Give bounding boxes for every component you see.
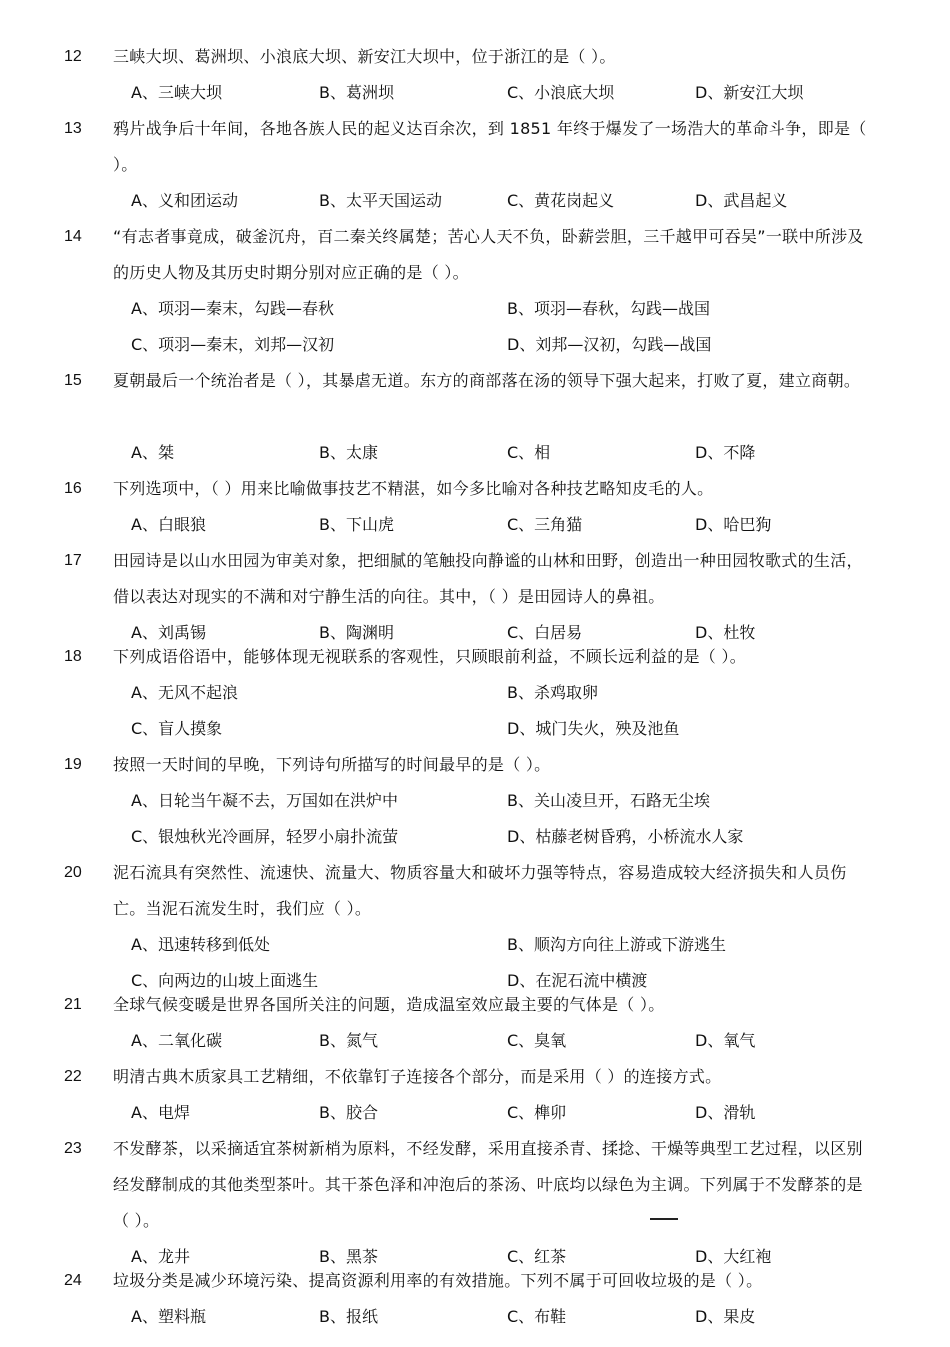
- option-b[interactable]: B、关山凌旦开，石路无尘埃: [507, 791, 710, 810]
- question-number: 14: [64, 228, 82, 245]
- option-a[interactable]: A、义和团运动: [131, 191, 238, 210]
- option-c[interactable]: C、三角猫: [507, 515, 583, 534]
- option-b[interactable]: B、葛洲坝: [319, 83, 394, 102]
- question-stem: 田园诗是以山水田园为审美对象，把细腻的笔触投向静谧的山林和田野，创造出一种田园牧歌式的生活，借以表达对现实的不满和对宁静生活的向往。其中，（ ）是田园诗人的鼻祖。: [113, 551, 863, 606]
- option-d[interactable]: D、不降: [695, 443, 756, 462]
- option-d[interactable]: D、刘邦—汉初，勾践—战国: [507, 335, 712, 354]
- option-c[interactable]: C、项羽—秦末，刘邦—汉初: [131, 335, 335, 354]
- option-c[interactable]: C、榫卯: [507, 1103, 567, 1122]
- option-b[interactable]: B、项羽—春秋，勾践—战国: [507, 299, 710, 318]
- question-number: 15: [64, 372, 82, 389]
- option-c[interactable]: C、白居易: [507, 623, 583, 642]
- option-d[interactable]: D、滑轨: [695, 1103, 756, 1122]
- option-c[interactable]: C、银烛秋光冷画屏，轻罗小扇扑流萤: [131, 827, 399, 846]
- question-stem: 不发酵茶，以采摘适宜茶树新梢为原料，不经发酵，采用直接杀青、揉捻、干燥等典型工艺过程，以区别经发酵制成的其他类型茶叶。其干茶色泽和冲泡后的茶汤、叶底均以绿色为主调。下列属于不发酵茶的是（ ）。: [113, 1139, 863, 1230]
- option-a[interactable]: A、刘禹锡: [131, 623, 206, 642]
- option-c[interactable]: C、布鞋: [507, 1307, 567, 1326]
- question-stem: 垃圾分类是减少环境污染、提高资源利用率的有效措施。下列不属于可回收垃圾的是（ ）。: [113, 1271, 763, 1290]
- question-number: 13: [64, 120, 82, 137]
- option-c[interactable]: C、小浪底大坝: [507, 83, 615, 102]
- question-stem: 鸦片战争后十年间，各地各族人民的起义达百余次，到 1851 年终于爆发了一场浩大的革命斗争，即是（ ）。: [113, 119, 867, 174]
- option-d[interactable]: D、新安江大坝: [695, 83, 804, 102]
- option-d[interactable]: D、果皮: [695, 1307, 756, 1326]
- option-d[interactable]: D、武昌起义: [695, 191, 788, 210]
- option-a[interactable]: A、日轮当午凝不去，万国如在洪炉中: [131, 791, 398, 810]
- option-d[interactable]: D、在泥石流中横渡: [507, 971, 648, 990]
- option-b[interactable]: B、陶渊明: [319, 623, 394, 642]
- question-number: 20: [64, 864, 82, 881]
- option-b[interactable]: B、胶合: [319, 1103, 378, 1122]
- question-number: 22: [64, 1068, 82, 1085]
- option-a[interactable]: A、三峡大坝: [131, 83, 222, 102]
- option-b[interactable]: B、报纸: [319, 1307, 378, 1326]
- question-number: 12: [64, 48, 82, 65]
- question-stem: 三峡大坝、葛洲坝、小浪底大坝、新安江大坝中，位于浙江的是（ ）。: [113, 47, 616, 66]
- option-a[interactable]: A、电焊: [131, 1103, 190, 1122]
- option-a[interactable]: A、无风不起浪: [131, 683, 238, 702]
- question-stem: 夏朝最后一个统治者是（ ），其暴虐无道。东方的商部落在汤的领导下强大起来，打败了夏，建立商朝。: [113, 371, 861, 390]
- option-c[interactable]: C、相: [507, 443, 551, 462]
- question-stem: “有志者事竟成，破釜沉舟，百二秦关终属楚；苦心人天不负，卧薪尝胆，三千越甲可吞吴”一联中所涉及的历史人物及其历史时期分别对应正确的是（ ）。: [113, 227, 864, 282]
- question-number: 18: [64, 648, 82, 665]
- option-a[interactable]: A、龙井: [131, 1247, 190, 1266]
- option-d[interactable]: D、杜牧: [695, 623, 756, 642]
- question-stem: 下列选项中，（ ）用来比喻做事技艺不精湛，如今多比喻对各种技艺略知皮毛的人。: [113, 479, 714, 498]
- option-b[interactable]: B、下山虎: [319, 515, 394, 534]
- answer-dash: [650, 1218, 678, 1220]
- option-b[interactable]: B、顺沟方向往上游或下游逃生: [507, 935, 726, 954]
- option-b[interactable]: B、太康: [319, 443, 378, 462]
- option-d[interactable]: D、枯藤老树昏鸦，小桥流水人家: [507, 827, 744, 846]
- question-number: 17: [64, 552, 82, 569]
- option-a[interactable]: A、塑料瓶: [131, 1307, 206, 1326]
- option-b[interactable]: B、氮气: [319, 1031, 378, 1050]
- option-b[interactable]: B、杀鸡取卵: [507, 683, 598, 702]
- option-d[interactable]: D、哈巴狗: [695, 515, 772, 534]
- option-c[interactable]: C、盲人摸象: [131, 719, 223, 738]
- option-a[interactable]: A、项羽—秦末，勾践—春秋: [131, 299, 334, 318]
- option-c[interactable]: C、黄花岗起义: [507, 191, 615, 210]
- question-number: 23: [64, 1140, 82, 1157]
- option-d[interactable]: D、氧气: [695, 1031, 756, 1050]
- option-c[interactable]: C、向两边的山坡上面逃生: [131, 971, 319, 990]
- option-b[interactable]: B、黑茶: [319, 1247, 378, 1266]
- option-d[interactable]: D、大红袍: [695, 1247, 772, 1266]
- option-c[interactable]: C、臭氧: [507, 1031, 567, 1050]
- question-number: 16: [64, 480, 82, 497]
- option-a[interactable]: A、迅速转移到低处: [131, 935, 270, 954]
- question-number: 21: [64, 996, 82, 1013]
- question-stem: 按照一天时间的早晚，下列诗句所描写的时间最早的是（ ）。: [113, 755, 551, 774]
- question-stem: 全球气候变暖是世界各国所关注的问题，造成温室效应最主要的气体是（ ）。: [113, 995, 665, 1014]
- question-stem: 泥石流具有突然性、流速快、流量大、物质容量大和破坏力强等特点，容易造成较大经济损失和人员伤亡。当泥石流发生时，我们应（ ）。: [113, 863, 847, 918]
- option-d[interactable]: D、城门失火，殃及池鱼: [507, 719, 680, 738]
- question-number: 24: [64, 1272, 82, 1289]
- question-stem: 明清古典木质家具工艺精细，不依靠钉子连接各个部分，而是采用（ ）的连接方式。: [113, 1067, 722, 1086]
- option-a[interactable]: A、二氧化碳: [131, 1031, 222, 1050]
- option-a[interactable]: A、桀: [131, 443, 174, 462]
- option-b[interactable]: B、太平天国运动: [319, 191, 442, 210]
- question-number: 19: [64, 756, 82, 773]
- option-c[interactable]: C、红茶: [507, 1247, 567, 1266]
- question-stem: 下列成语俗语中，能够体现无视联系的客观性，只顾眼前利益，不顾长远利益的是（ ）。: [113, 647, 747, 666]
- option-a[interactable]: A、白眼狼: [131, 515, 206, 534]
